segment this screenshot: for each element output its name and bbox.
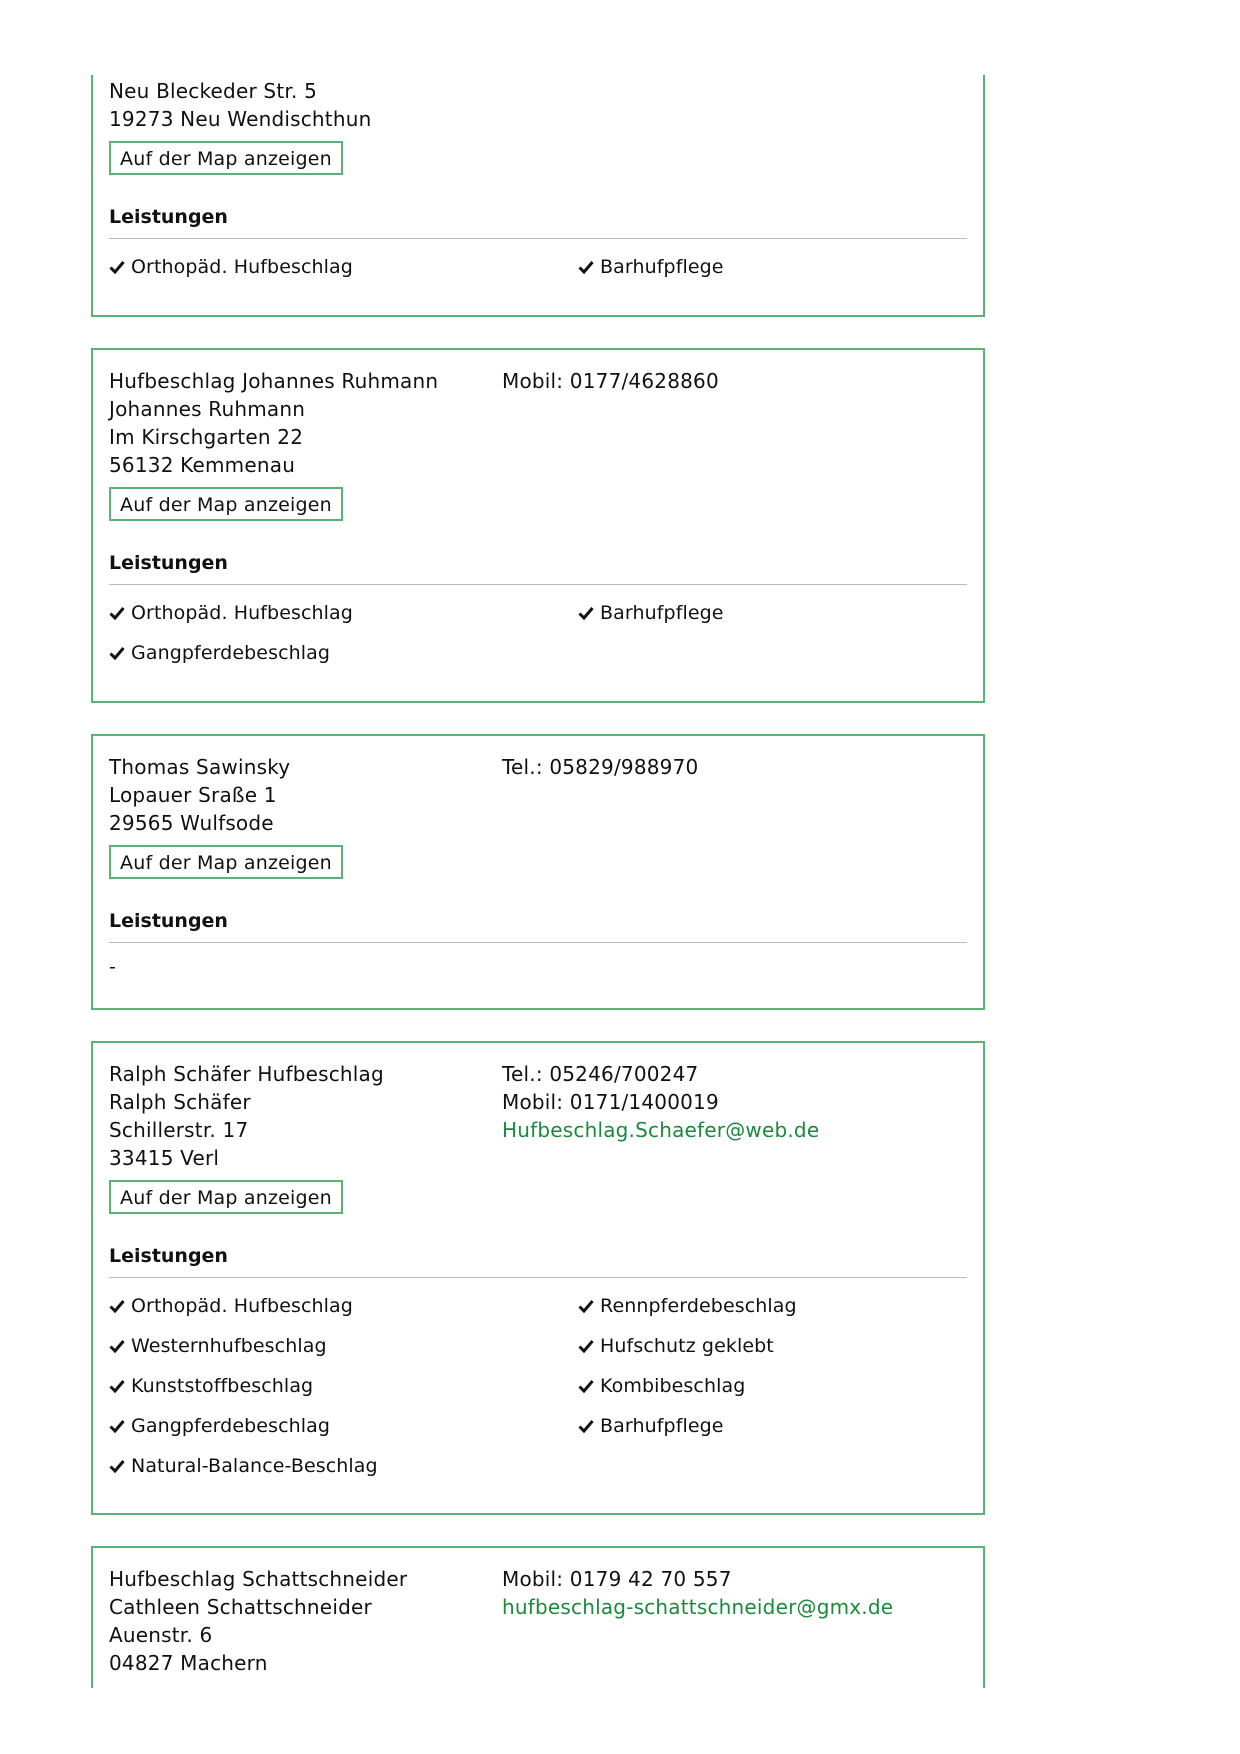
service-item: Gangpferdebeschlag	[109, 641, 578, 681]
services-heading: Leistungen	[109, 551, 967, 585]
phone-number: Tel.: 05246/700247	[502, 1062, 699, 1086]
owner-name: Ralph Schäfer	[109, 1090, 251, 1114]
street: Neu Bleckeder Str. 5	[109, 79, 317, 103]
check-icon	[578, 1339, 594, 1353]
service-item: Kombibeschlag	[578, 1374, 967, 1414]
map-button[interactable]: Auf der Map anzeigen	[109, 487, 343, 521]
postal-city: 04827 Machern	[109, 1651, 268, 1675]
check-icon	[109, 1459, 125, 1473]
check-icon	[578, 1419, 594, 1433]
owner-name: Johannes Ruhmann	[109, 397, 306, 421]
address-block	[109, 1565, 502, 1677]
check-icon	[578, 606, 594, 620]
address-block	[109, 367, 502, 479]
mobile-number: Mobil: 0177/4628860	[502, 369, 719, 393]
mobile-number: Mobil: 0179 42 70 557	[502, 1567, 732, 1591]
provider-card	[91, 734, 985, 1010]
postal-city: 19273 Neu Wendischthun	[109, 107, 372, 131]
check-icon	[109, 260, 125, 274]
street: Schillerstr. 17	[109, 1118, 249, 1142]
service-item: Barhufpflege	[578, 255, 967, 295]
email-link[interactable]: hufbeschlag-schattschneider@gmx.de	[502, 1595, 894, 1619]
services-list	[109, 239, 967, 295]
contact-block	[502, 1060, 967, 1172]
mobile-number: Mobil: 0171/1400019	[502, 1090, 719, 1114]
postal-city: 29565 Wulfsode	[109, 811, 274, 835]
service-item: Kunststoffbeschlag	[109, 1374, 578, 1414]
contact-block	[502, 753, 967, 837]
street: Lopauer Sraße 1	[109, 783, 277, 807]
services-heading: Leistungen	[109, 1244, 967, 1278]
services-heading: Leistungen	[109, 909, 967, 943]
provider-card	[91, 1546, 985, 1688]
email-link[interactable]: Hufbeschlag.Schaefer@web.de	[502, 1118, 820, 1142]
owner-name: Thomas Sawinsky	[109, 755, 291, 779]
business-name: Hufbeschlag Johannes Ruhmann	[109, 369, 439, 393]
check-icon	[578, 260, 594, 274]
contact-block	[502, 367, 967, 479]
service-item: Westernhufbeschlag	[109, 1334, 578, 1374]
check-icon	[109, 1299, 125, 1313]
services-heading: Leistungen	[109, 205, 967, 239]
check-icon	[109, 1379, 125, 1393]
service-item: Orthopäd. Hufbeschlag	[109, 601, 578, 641]
map-button[interactable]: Auf der Map anzeigen	[109, 141, 343, 175]
contact-block	[502, 1565, 967, 1677]
check-icon	[109, 1339, 125, 1353]
postal-city: 56132 Kemmenau	[109, 453, 296, 477]
check-icon	[109, 646, 125, 660]
service-item: Natural-Balance-Beschlag	[109, 1454, 578, 1494]
map-button[interactable]: Auf der Map anzeigen	[109, 845, 343, 879]
provider-card	[91, 75, 985, 317]
postal-city: 33415 Verl	[109, 1146, 220, 1170]
address-block	[109, 753, 502, 837]
service-item: Orthopäd. Hufbeschlag	[109, 1294, 578, 1334]
service-item: Hufschutz geklebt	[578, 1334, 967, 1374]
check-icon	[109, 606, 125, 620]
check-icon	[578, 1299, 594, 1313]
service-item: Rennpferdebeschlag	[578, 1294, 967, 1334]
no-services: -	[109, 956, 116, 978]
service-item: Barhufpflege	[578, 1414, 967, 1454]
address-block	[109, 1060, 502, 1172]
street: Auenstr. 6	[109, 1623, 213, 1647]
map-button[interactable]: Auf der Map anzeigen	[109, 1180, 343, 1214]
provider-card	[91, 1041, 985, 1515]
check-icon	[109, 1419, 125, 1433]
provider-card	[91, 348, 985, 703]
check-icon	[578, 1379, 594, 1393]
services-list	[109, 585, 967, 681]
owner-name: Cathleen Schattschneider	[109, 1595, 372, 1619]
phone-number: Tel.: 05829/988970	[502, 755, 699, 779]
business-name: Hufbeschlag Schattschneider	[109, 1567, 408, 1591]
service-item: Barhufpflege	[578, 601, 967, 641]
street: Im Kirschgarten 22	[109, 425, 304, 449]
service-item: Gangpferdebeschlag	[109, 1414, 578, 1454]
service-item: Orthopäd. Hufbeschlag	[109, 255, 578, 295]
services-list	[109, 1278, 967, 1494]
business-name: Ralph Schäfer Hufbeschlag	[109, 1062, 384, 1086]
